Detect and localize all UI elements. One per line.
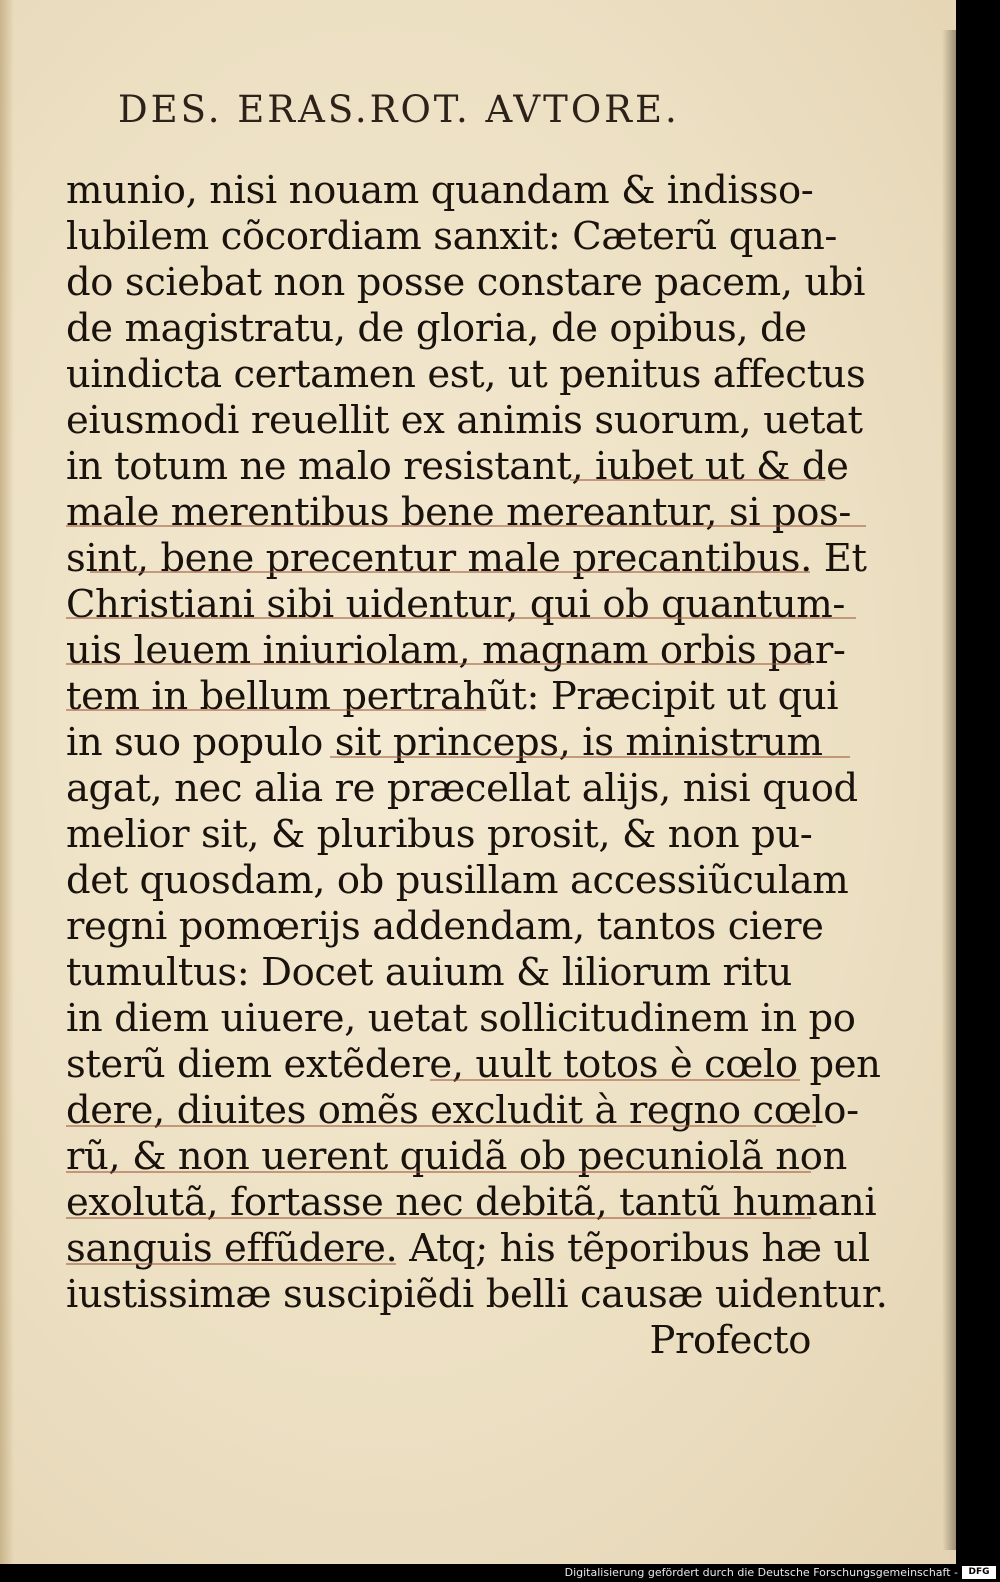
underline-mark (66, 1263, 396, 1265)
text-line-21: dere, diuites omẽs excludit à regno cœlo- (66, 1088, 859, 1133)
text-line-6: eiusmodi reuellit ex animis suorum, uetat (66, 398, 863, 443)
text-line-5: uindicta certamen est, ut penitus affectus (66, 352, 866, 397)
underline-mark (66, 617, 856, 619)
text-line-20: sterũ diem extẽdere, uult totos è cœlo pen (66, 1042, 881, 1087)
text-line-16: det quosdam, ob pusillam accessiũculam (66, 858, 849, 903)
underline-mark (66, 1217, 811, 1219)
text-line-4: de magistratu, de gloria, de opibus, de (66, 306, 807, 351)
underline-mark (90, 571, 810, 573)
underline-mark (330, 756, 850, 758)
dfg-logo: DFG (962, 1566, 996, 1579)
digitization-credit: Digitalisierung gefördert durch die Deutsche Forschungsgemeinschaft - (564, 1566, 958, 1579)
text-line-19: in diem uiuere, uetat sollicitudinem in po (66, 996, 856, 1041)
text-line-18: tumultus: Docet auium & liliorum ritu (66, 950, 792, 995)
text-line-13: in suo populo sit princeps, is ministrum (66, 720, 823, 765)
text-line-8: male merentibus bene mereantur, si pos- (66, 490, 851, 535)
text-line-9: sint, bene precentur male precantibus. Et (66, 536, 867, 581)
text-line-14: agat, nec alia re præcellat alijs, nisi quod (66, 766, 858, 811)
text-line-3: do sciebat non posse constare pacem, ubi (66, 260, 865, 305)
gutter-shadow (0, 0, 14, 1564)
text-line-7: in totum ne malo resistant, iubet ut & de (66, 444, 849, 489)
underline-mark (66, 663, 811, 665)
text-line-24: sanguis effũdere. Atq; his tẽporibus hæ ul (66, 1226, 870, 1271)
underline-mark (430, 1079, 800, 1081)
text-line-22: rũ, & non uerent quidã ob pecuniolã non (66, 1134, 847, 1179)
page-edge (942, 30, 956, 1550)
text-line-2: lubilem cõcordiam sanxit: Cæterũ quan- (66, 214, 838, 259)
text-line-17: regni pomœrijs addendam, tantos ciere (66, 904, 824, 949)
text-line-25: iustissimæ suscipiẽdi belli causæ uidentur. (66, 1272, 888, 1317)
text-line-15: melior sit, & pluribus prosit, & non pu- (66, 812, 813, 857)
underline-mark (66, 1125, 816, 1127)
text-line-10: Christiani sibi uidentur, qui ob quantum- (66, 582, 845, 627)
text-line-12: tem in bellum pertrahũt: Præcipit ut qui (66, 674, 839, 719)
underline-mark (66, 525, 866, 527)
underline-mark (66, 709, 486, 711)
underline-mark (570, 479, 825, 481)
text-line-23: exolutã, fortasse nec debitã, tantũ humani (66, 1180, 877, 1225)
running-head: DES. ERAS.ROT. AVTORE. (118, 88, 680, 131)
catchword: Profecto (649, 1318, 811, 1363)
text-line-11: uis leuem iniuriolam, magnam orbis par- (66, 628, 846, 673)
underline-mark (66, 1171, 811, 1173)
text-line-1: munio, nisi nouam quandam & indisso- (66, 168, 814, 213)
